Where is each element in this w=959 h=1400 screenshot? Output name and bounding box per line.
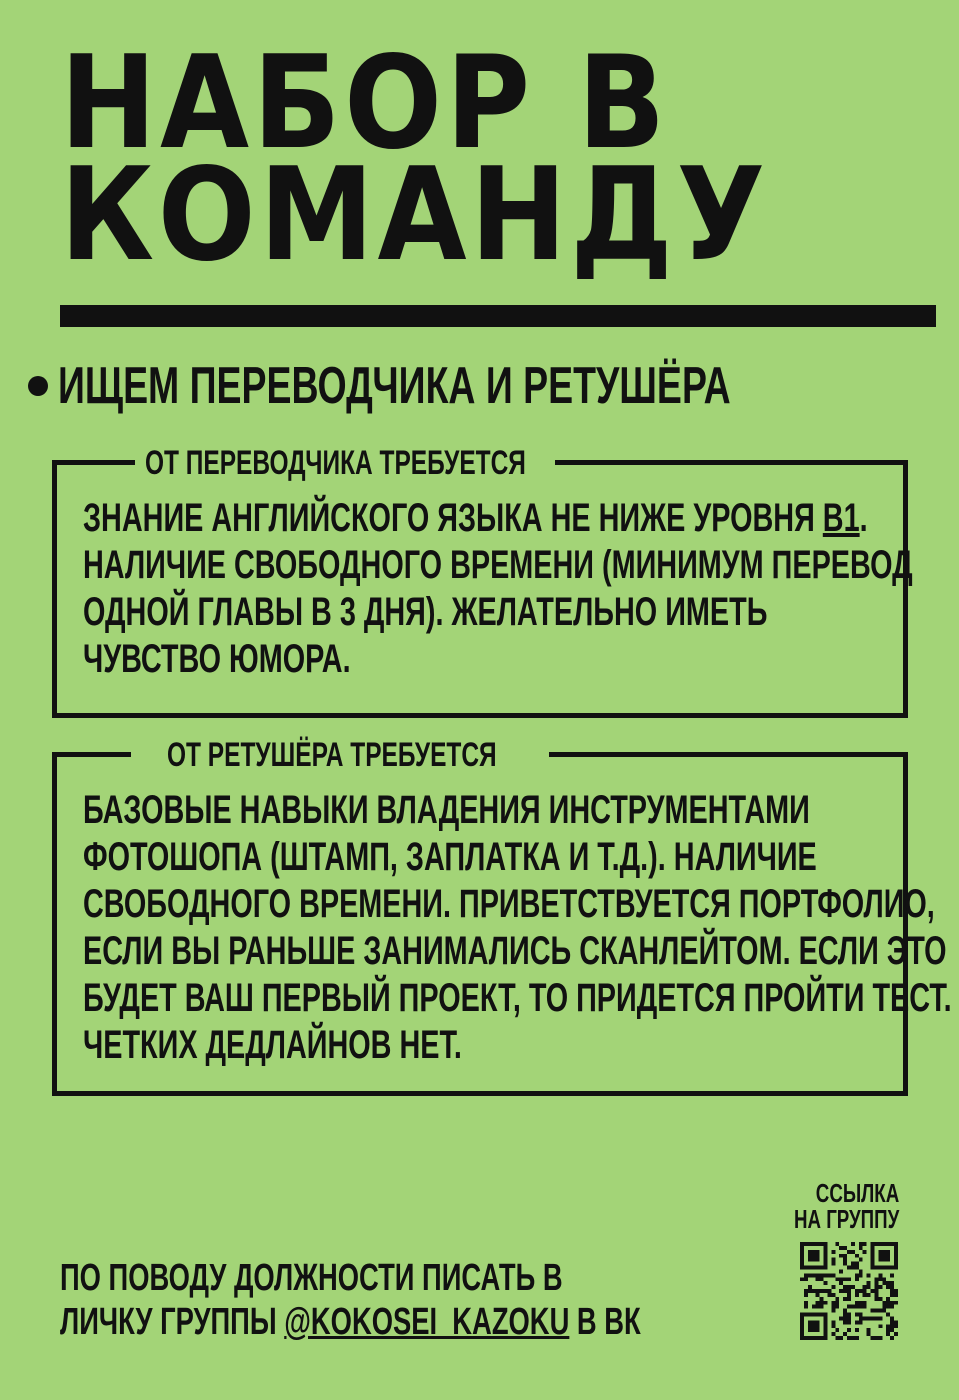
retoucher-line-2: ФОТОШОПА (ШТАМП, ЗАПЛАТКА И Т.Д.). НАЛИЧИЕ [83,835,817,879]
translator-line-1: ЗНАНИЕ АНГЛИЙСКОГО ЯЗЫКА НЕ НИЖЕ УРОВНЯ B1. [83,496,868,540]
title-line-2: КОМАНДУ [60,141,769,290]
qr-code-icon[interactable] [800,1242,898,1340]
group-handle-link[interactable]: @KOKOSEI_KAZOKU [284,1301,570,1343]
translator-line-3: ОДНОЙ ГЛАВЫ В 3 ДНЯ). ЖЕЛАТЕЛЬНО ИМЕТЬ [83,590,768,634]
retoucher-box-label: ОТ РЕТУШЁРА ТРЕБУЕТСЯ [131,735,549,775]
title-line-1: НАБОР В [60,29,669,178]
translator-box-label: ОТ ПЕРЕВОДЧИКА ТРЕБУЕТСЯ [135,443,555,483]
subtitle-text: ИЩЕМ ПЕРЕВОДЧИКА И РЕТУШЁРА [58,357,731,415]
subtitle [28,356,959,416]
translator-line-4: ЧУВСТВО ЮМОРА. [83,637,351,681]
translator-line-2: НАЛИЧИЕ СВОБОДНОГО ВРЕМЕНИ (МИНИМУМ ПЕРЕВОД [83,543,913,587]
qr-caption-line-1: ССЫЛКА [815,1178,899,1208]
contact-line-2: ЛИЧКУ ГРУППЫ @KOKOSEI_KAZOKU В ВК [60,1301,641,1343]
translator-requirements-text [83,495,913,683]
contact-line-1: ПО ПОВОДУ ДОЛЖНОСТИ ПИСАТЬ В [60,1257,563,1299]
english-level: B1 [822,496,860,540]
qr-caption-line-2: НА ГРУППУ [793,1204,899,1234]
translator-requirements-box [52,444,913,718]
retoucher-line-6: ЧЕТКИХ ДЕДЛАЙНОВ НЕТ. [83,1023,462,1067]
page-title [60,29,769,290]
retoucher-line-1: БАЗОВЫЕ НАВЫКИ ВЛАДЕНИЯ ИНСТРУМЕНТАМИ [83,788,810,832]
contact-info [60,1256,641,1344]
title-divider [60,305,936,327]
qr-caption [794,1180,899,1232]
retoucher-line-4: ЕСЛИ ВЫ РАНЬШЕ ЗАНИМАЛИСЬ СКАНЛЕЙТОМ. ЕСЛИ ЭТО [83,929,947,973]
retoucher-requirements-box [52,736,952,1096]
retoucher-requirements-text [83,787,952,1069]
retoucher-line-5: БУДЕТ ВАШ ПЕРВЫЙ ПРОЕКТ, ТО ПРИДЕТСЯ ПРОЙТИ ТЕСТ. [83,976,952,1020]
retoucher-line-3: СВОБОДНОГО ВРЕМЕНИ. ПРИВЕТСТВУЕТСЯ ПОРТФОЛИО, [83,882,935,926]
bullet-icon [28,376,48,396]
